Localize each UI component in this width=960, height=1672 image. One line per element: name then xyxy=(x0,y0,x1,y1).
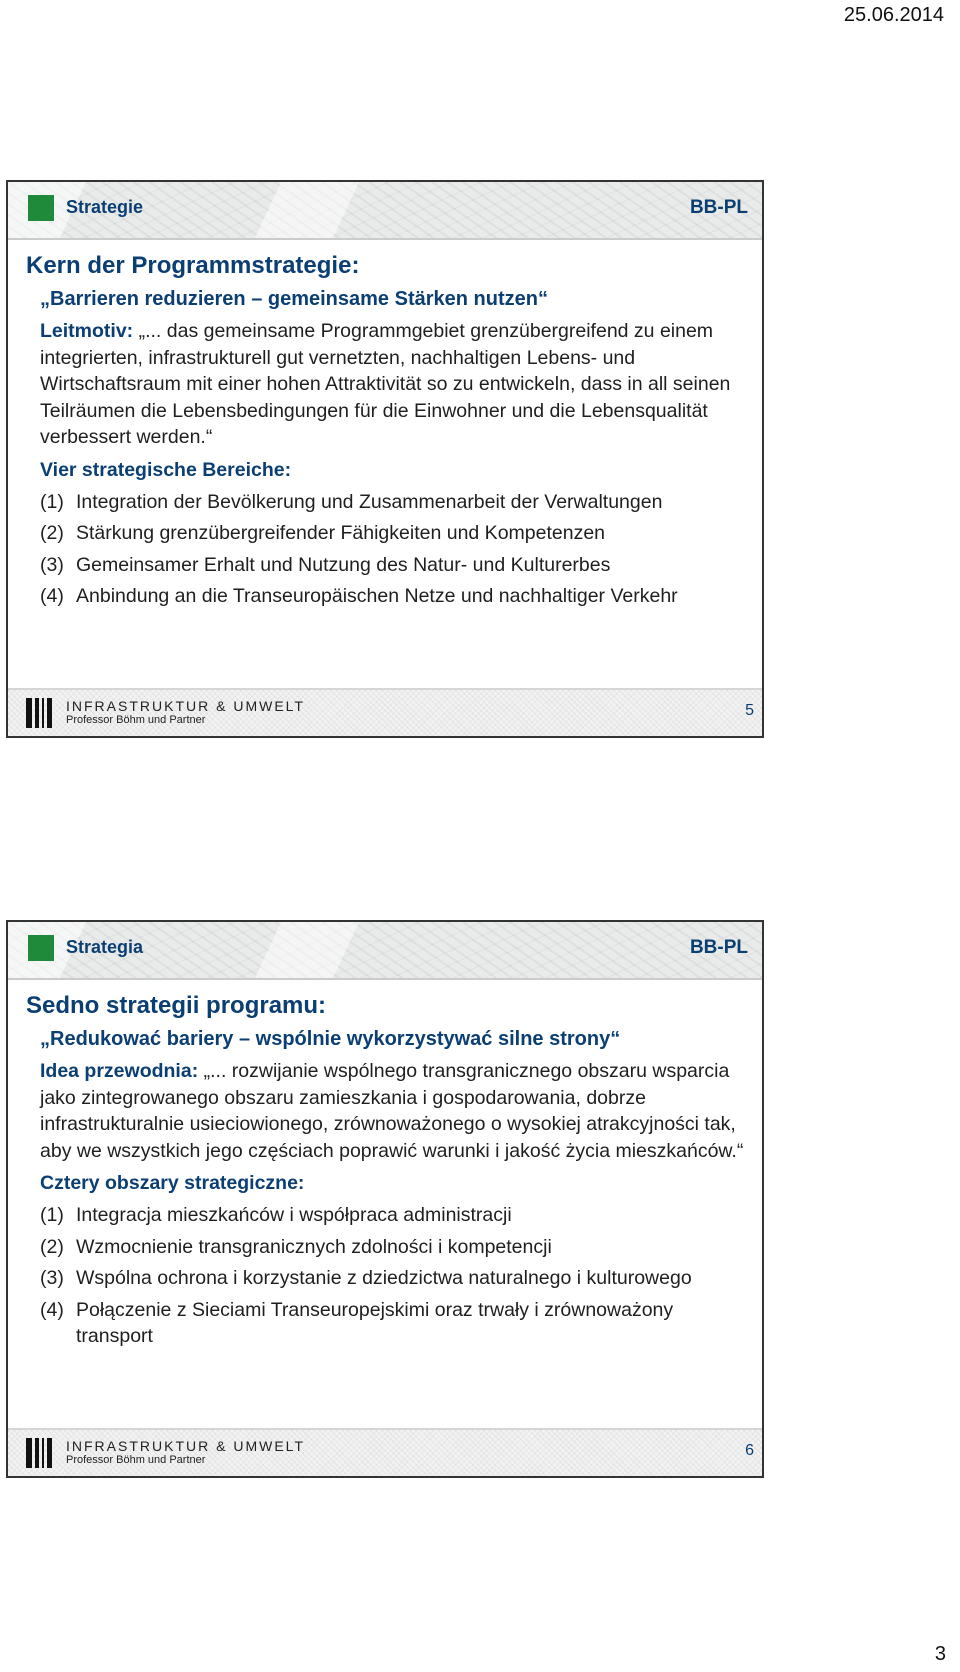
area-item xyxy=(40,1265,750,1292)
slide-5 xyxy=(6,180,764,738)
area-number: (2) xyxy=(40,1235,64,1258)
logo-line-1: INFRASTRUKTUR & UMWELT xyxy=(66,1438,305,1454)
slide-number: 6 xyxy=(745,1442,754,1459)
area-item xyxy=(40,583,750,610)
area-item xyxy=(40,489,750,516)
slide-body xyxy=(26,992,750,1355)
area-text: Gemeinsamer Erhalt und Nutzung des Natur- und Kulturerbes xyxy=(76,553,611,576)
leitmotiv-paragraph xyxy=(40,1058,750,1164)
slide-6 xyxy=(6,920,764,1478)
slide-number: 5 xyxy=(745,702,754,719)
slide-title: Sedno strategii programu: xyxy=(26,992,327,1019)
areas-title: Vier strategische Bereiche: xyxy=(40,458,292,481)
page-number: 3 xyxy=(934,1643,946,1665)
brand-label: BB-PL xyxy=(689,197,748,218)
area-item xyxy=(40,1202,750,1229)
slide-subtitle: „Redukować bariery – wspólnie wykorzystywać silne strony“ xyxy=(40,1028,621,1050)
area-number: (3) xyxy=(40,1267,64,1289)
area-number: (3) xyxy=(40,553,64,576)
section-title: Strategia xyxy=(66,937,144,957)
company-logo-icon xyxy=(26,698,54,728)
slide-subtitle: „Barrieren reduzieren – gemeinsame Stärken nutzen“ xyxy=(40,288,548,310)
slide-title: Kern der Programmstrategie: xyxy=(26,252,360,279)
logo-line-1: INFRASTRUKTUR & UMWELT xyxy=(66,698,305,714)
green-square-icon xyxy=(28,195,54,221)
area-number: (2) xyxy=(40,522,64,544)
area-text: Wzmocnienie transgranicznych zdolności i kompetencji xyxy=(76,1235,552,1258)
green-square-icon xyxy=(28,935,54,961)
page-date: 25.06.2014 xyxy=(843,4,944,26)
company-logo-text xyxy=(66,698,305,727)
area-item xyxy=(40,552,750,579)
slide-header xyxy=(8,922,762,980)
section-title: Strategie xyxy=(66,197,144,217)
leitmotiv-label: Idea przewodnia: xyxy=(40,1060,199,1082)
leitmotiv-text: „... rozwijanie wspólnego transgranicznego obszaru wsparcia jako zintegrowanego obszaru zamieszkania i gospodarowania, dobrze infrastrukturalnie usieciowionego, zrównoważonego o wysokiej atrakcyjności tak, aby we wszystkich jego częściach poprawić warunki i jakość życia mieszkańców.“ xyxy=(40,1060,744,1162)
areas-title: Cztery obszary strategiczne: xyxy=(40,1172,305,1194)
area-number: (1) xyxy=(40,1204,64,1226)
area-item xyxy=(40,1234,750,1261)
area-text: Stärkung grenzübergreifender Fähigkeiten und Kompetenzen xyxy=(76,522,606,544)
leitmotiv-text: „... das gemeinsame Programmgebiet grenzübergreifend zu einem integrierten, infrastrukturell gut vernetzten, nachhaltigen Lebens- und Wirtschaftsraum mit einer hohen Attraktivität so zu entwickeln, dass in all seinen Teilräumen die Lebensbedingungen für die Einwohner und die Lebensqualität verbessert werden.“ xyxy=(40,320,731,448)
area-text: Integration der Bevölkerung und Zusammenarbeit der Verwaltungen xyxy=(76,490,663,513)
area-text: Integracja mieszkańców i współpraca administracji xyxy=(76,1204,512,1226)
logo-line-2: Professor Böhm und Partner xyxy=(66,714,206,726)
area-text: Połączenie z Sieciami Transeuropejskimi oraz trwały i zrównoważony transport xyxy=(76,1298,674,1347)
slide-footer xyxy=(8,688,762,736)
company-logo-icon xyxy=(26,1438,54,1468)
area-number: (4) xyxy=(40,585,64,607)
area-number: (1) xyxy=(40,490,64,513)
slide-footer xyxy=(8,1428,762,1476)
leitmotiv-paragraph xyxy=(40,318,750,451)
company-logo-text xyxy=(66,1438,305,1467)
area-text: Wspólna ochrona i korzystanie z dziedzictwa naturalnego i kulturowego xyxy=(76,1267,692,1289)
area-text: Anbindung an die Transeuropäischen Netze und nachhaltiger Verkehr xyxy=(76,585,678,607)
logo-line-2: Professor Böhm und Partner xyxy=(66,1454,206,1466)
area-number: (4) xyxy=(40,1298,64,1321)
brand-label: BB-PL xyxy=(689,937,748,958)
slide-header xyxy=(8,182,762,240)
area-item xyxy=(40,520,750,547)
leitmotiv-label: Leitmotiv: xyxy=(40,320,134,342)
slide-body xyxy=(26,252,750,615)
area-item xyxy=(40,1297,750,1350)
